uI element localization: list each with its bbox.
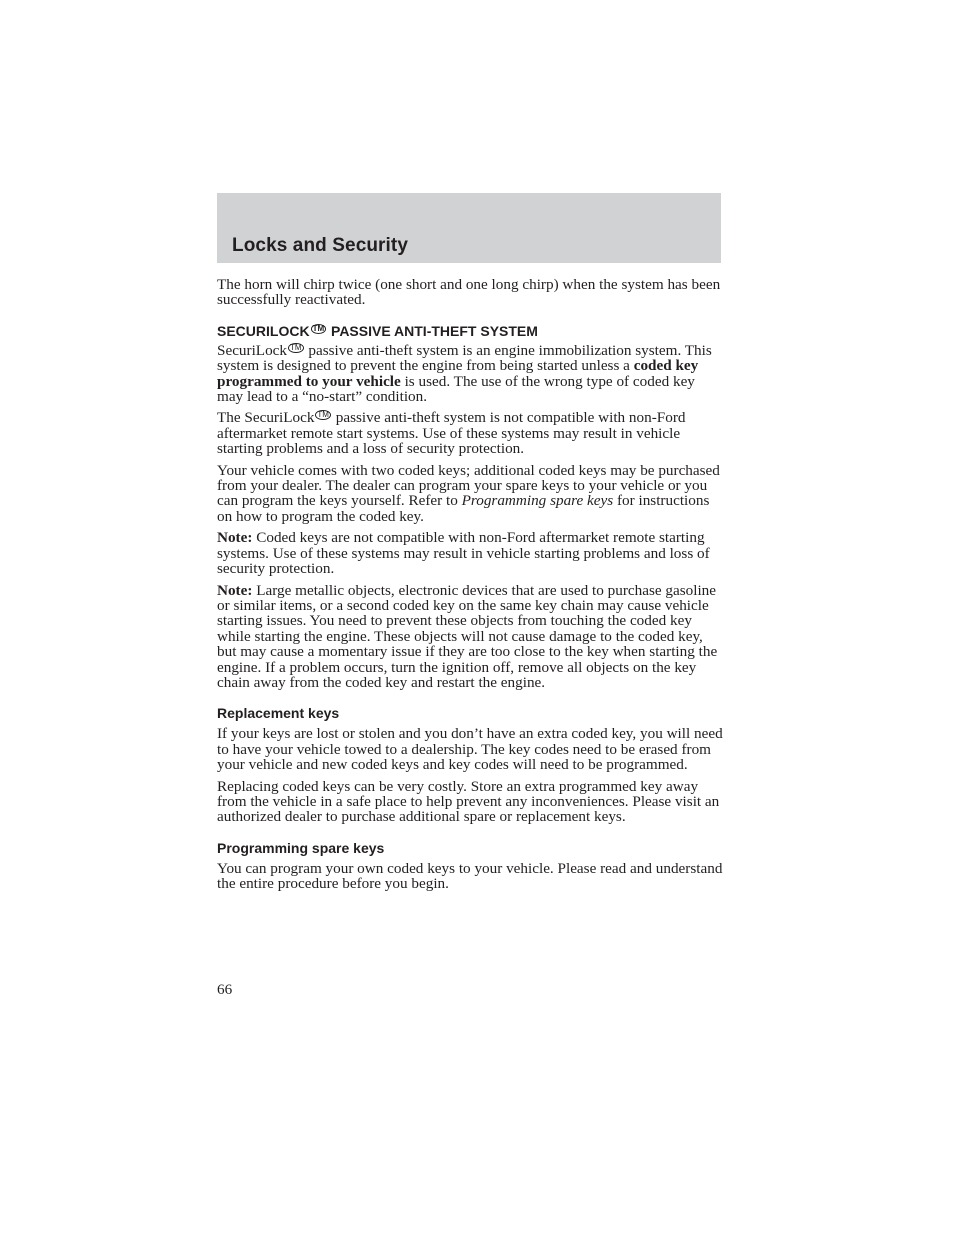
securilock-heading-post: PASSIVE ANTI-THEFT SYSTEM: [327, 322, 538, 339]
replacement-keys-heading: Replacement keys: [217, 705, 340, 722]
intro-paragraph: The horn will chirp twice (one short and one long chirp) when the system has been successfully reactivated.: [217, 276, 721, 309]
text-run: passive anti-theft system is an engine immobilization system. This system is designed to prevent the engine from being started unless a: [217, 341, 712, 375]
section-header-band: [217, 193, 721, 263]
text-run: Coded keys are not compatible with non-Ford aftermarket remote starting systems. Use of these systems may result in vehicle starting problems and loss of security protection.: [217, 529, 710, 578]
bold-text: coded key programmed to your vehicle: [217, 357, 699, 390]
page-number: 66: [217, 981, 233, 998]
securilock-heading: [217, 323, 723, 340]
page-content: [217, 277, 723, 898]
securilock-heading-pre: SECURILOCK: [217, 322, 310, 339]
replacement-paragraph-2: Replacing coded keys can be very costly. Store an extra programmed key away from the vehicle in a safe place to help prevent any inconveniences. Please visit an authorized dealer to purchase additional spare or replacement keys.: [217, 777, 720, 826]
text-run: Your vehicle comes with two coded keys; additional coded keys may be purchased from your dealer. The dealer can program your spare keys to your vehicle or you can program the keys yourself. Refer to: [217, 461, 720, 510]
trademark-symbol: TM: [317, 410, 329, 420]
programming-keys-heading: Programming spare keys: [217, 839, 385, 856]
securilock-paragraph-3: [217, 463, 723, 525]
text-run: for instructions on how to program the coded key.: [217, 492, 710, 525]
note-label: Note:: [217, 529, 253, 547]
text-run: passive anti-theft system is not compatible with non-Ford aftermarket remote start systems. Use of these systems may result in vehicle starting problems and a loss of security protection.: [217, 409, 686, 458]
text-run: The SecuriLock: [217, 409, 315, 427]
note-label: Note:: [217, 581, 253, 599]
replacement-paragraph-1: If your keys are lost or stolen and you don’t have an extra coded key, you will need to have your vehicle towed to a dealership. The key codes need to be erased from your vehicle and new coded keys and key codes will need to be programmed.: [217, 725, 723, 774]
trademark-symbol: TM: [290, 342, 302, 352]
text-run: is used. The use of the wrong type of coded key may lead to a “no-start” condition.: [217, 372, 695, 406]
note-paragraph-2: [217, 583, 723, 691]
securilock-paragraph-2: [217, 410, 723, 456]
securilock-paragraph-1: [217, 343, 723, 405]
programming-paragraph-1: You can program your own coded keys to your vehicle. Please read and understand the entire procedure before you begin.: [217, 859, 723, 893]
trademark-symbol: TM: [312, 323, 325, 333]
text-run: Large metallic objects, electronic devices that are used to purchase gasoline or similar items, or a second coded key on the same key chain may cause vehicle starting issues. You need to prevent these objects from touching the coded key while starting the engine. These objects will not cause damage to the coded key, but may cause a momentary issue if they are too close to the key when starting the engine. If a problem occurs, turn the ignition off, remove all objects on the key chain away from the coded key and restart the engine.: [217, 581, 718, 691]
cross-reference-text: Programming spare keys: [461, 492, 614, 510]
note-paragraph-1: [217, 530, 723, 576]
section-title: Locks and Security: [232, 235, 409, 256]
text-run: SecuriLock: [217, 341, 288, 359]
